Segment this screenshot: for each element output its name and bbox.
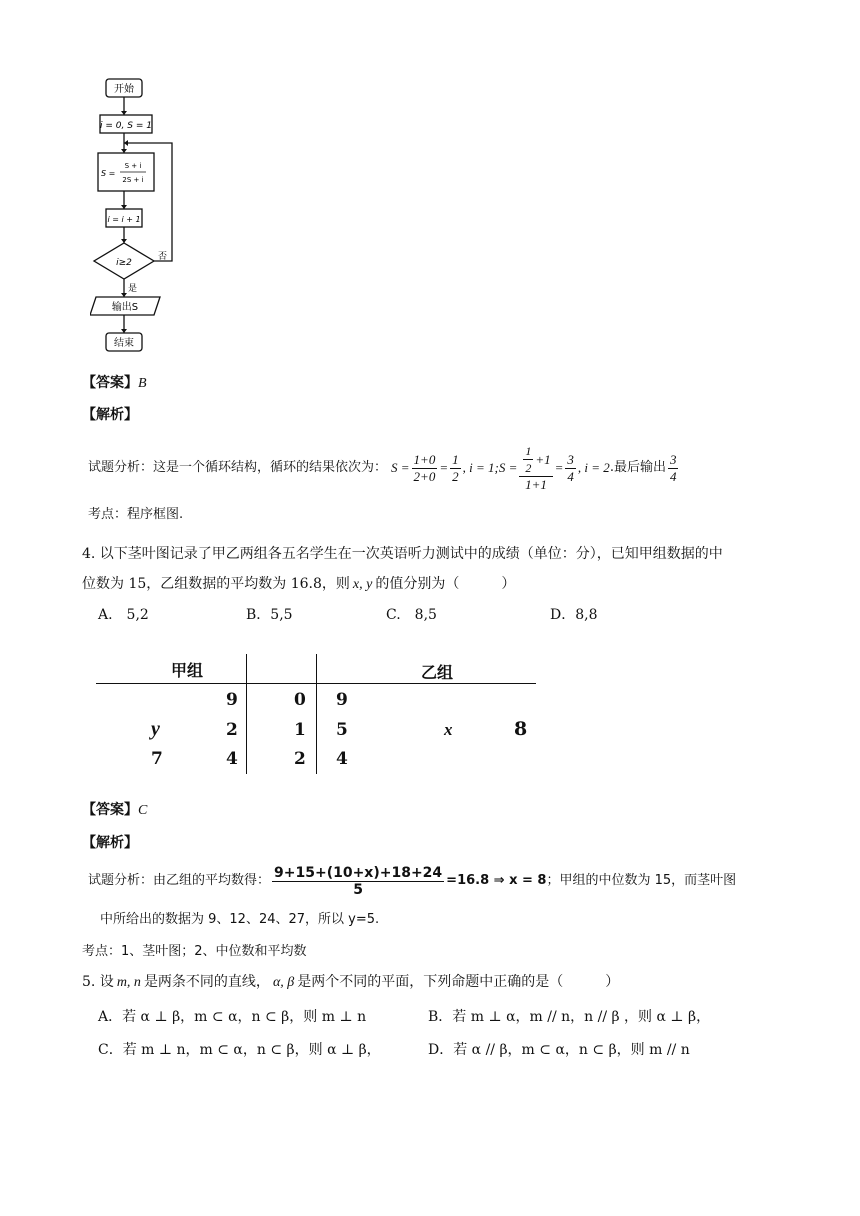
final-text: .最后输出 <box>609 460 666 475</box>
q5-option-d[interactable]: D．若 α // β，m ⊂ α，n ⊂ β，则 m // n <box>428 1042 690 1058</box>
flowchart-no-label: 否 <box>158 252 168 262</box>
flowchart-yes-label: 是 <box>128 284 138 294</box>
q5-option-c[interactable]: C．若 m ⊥ n，m ⊂ α，n ⊂ β，则 α ⊥ β， <box>98 1042 381 1058</box>
analysis-label: 【解析】 <box>82 407 138 423</box>
eq1-equals: = <box>439 460 449 475</box>
q4-kaodian: 考点：1、茎叶图；2、中位数和平均数 <box>82 944 307 959</box>
q4-option-b[interactable]: B．5,5 <box>246 607 293 623</box>
stem-leaf-plot: 甲组 乙组 9 0 9 y 2 1 5 x 8 7 4 2 4 <box>96 652 540 776</box>
analysis-intro: 试题分析：由乙组的平均数得： <box>88 873 271 888</box>
q4-analysis-line <box>88 857 736 905</box>
flowchart-assign-lhs: S = <box>101 169 116 178</box>
q4-option-d[interactable]: D．8,8 <box>550 607 598 623</box>
q3-answer <box>82 373 147 394</box>
answer-label: 【答案】 <box>82 375 138 391</box>
right-header: 乙组 <box>421 663 454 682</box>
eq1-tail: , i = 1; <box>462 460 499 475</box>
q4-option-a[interactable]: A. 5,2 <box>98 607 149 623</box>
q5-option-a[interactable]: A．若 α ⊥ β，m ⊂ α，n ⊂ β，则 m ⊥ n <box>98 1009 367 1025</box>
q5-stem: 5. 设 m, n 是两条不同的直线， α, β 是两个不同的平面，下列命题中正确的是（ ） <box>82 974 620 990</box>
flowchart-init-label: i = 0, S = 1 <box>100 121 152 131</box>
flowchart-increment-label: i = i + 1 <box>107 215 141 224</box>
eq2-equals: = <box>554 460 564 475</box>
eq1-result: $\frac{1}{2}$ <box>452 451 459 484</box>
eq2-lhs: S = <box>498 460 518 475</box>
answer-label: 【答案】 <box>82 802 138 818</box>
mean-formula: $\frac{9+15+(10+x)+18+24}{5}$ <box>274 864 443 898</box>
eq1-lhs: S = <box>391 460 410 475</box>
eq1-fraction: $\frac{1+0}{2+0}$ <box>413 451 436 484</box>
q3-analysis-line <box>88 438 680 498</box>
q3-kaodian: 考点：程序框图. <box>88 507 184 522</box>
q4-analysis-line2: 中所给出的数据为 9、12、24、27，所以 y=5. <box>100 912 380 927</box>
formula-tail: =16.8 ⇒ x = 8 <box>446 873 547 888</box>
q4-answer <box>82 800 147 821</box>
eq2-fraction: $\frac{1}{2}$ +1 1+1 <box>519 443 552 493</box>
left-header: 甲组 <box>171 661 204 680</box>
answer-value: B <box>138 376 147 391</box>
eq2-result: $\frac{3}{4}$ <box>567 451 574 484</box>
eq2-tail: , i = 2 <box>577 460 610 475</box>
flowchart-condition-label: i≥2 <box>116 258 132 268</box>
answer-value: C <box>138 803 148 818</box>
flowchart <box>90 75 190 360</box>
analysis-label: 【解析】 <box>82 835 138 851</box>
final-fraction: $\frac{3}{4}$ <box>669 451 677 484</box>
flowchart-assign-den: 2S + i <box>122 176 144 184</box>
analysis-intro: 试题分析：这是一个循环结构，循环的结果依次为： <box>88 460 388 475</box>
q4-stem-line2: 位数为 15，乙组数据的平均数为 16.8，则 x, y 的值分别为（ ） <box>82 576 516 592</box>
flowchart-start-label: 开始 <box>114 84 134 95</box>
flowchart-assign-num: S + i <box>124 162 142 170</box>
flowchart-end-label: 结束 <box>114 338 134 349</box>
analysis-after: ；甲组的中位数为 15，而茎叶图 <box>546 873 737 888</box>
q5-option-b[interactable]: B．若 m ⊥ α，m // n，n // β ，则 α ⊥ β， <box>428 1009 711 1025</box>
q4-option-c[interactable]: C. 8,5 <box>386 607 437 623</box>
q4-stem-line1: 4. 以下茎叶图记录了甲乙两组各五名学生在一次英语听力测试中的成绩（单位：分），已知甲组数据的中 <box>82 546 723 562</box>
flowchart-output-label: 输出S <box>111 302 139 313</box>
